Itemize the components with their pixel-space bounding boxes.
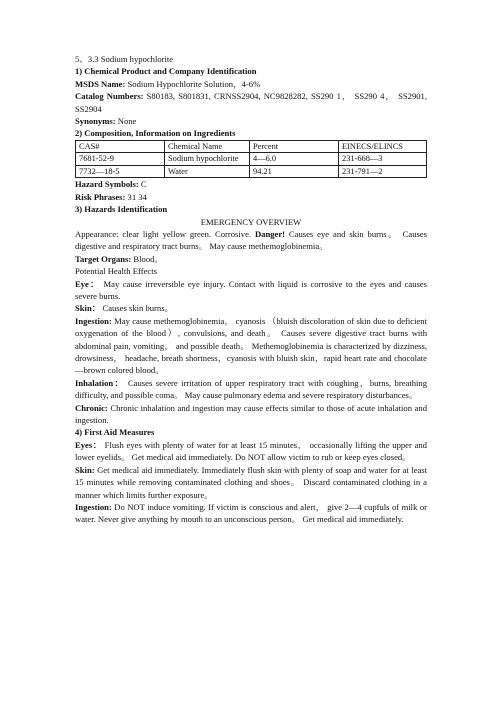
catalog-line: [75, 90, 427, 115]
chronic-value: Chronic inhalation and ingestion may cause effects similar to those of acute inhalation and ingestion.: [75, 402, 427, 426]
hazard-symbols-value: C: [138, 179, 147, 190]
composition-table: [75, 140, 427, 179]
hazard-symbols-line: [75, 178, 427, 190]
danger-label: Danger!: [254, 228, 286, 239]
first-aid-skin-label: Skin:: [75, 464, 95, 475]
potential-health-effects: Potential Health Effects: [75, 266, 157, 277]
table-header-cell: CAS#: [76, 140, 165, 153]
risk-phrases-value: 31 34: [125, 191, 147, 202]
table-header-cell: Percent: [250, 140, 339, 153]
inhalation-label: Inhalation：: [75, 377, 125, 388]
inhalation-paragraph: [75, 377, 427, 402]
ingestion-value: May cause methemoglobinemia， cyanosis （bluish discoloration of skin due to deficient oxygenation of the blood）, convulsions, and death。 Causes severe digestive tract burns with abdominal pain, vomiting， and possible death。 Methemoglobinemia is characterized by dizziness, drowsiness， headache, breath shortness，cyanosis with bluish skin，rapid heart rate and chocolate—brown colored blood。: [75, 315, 427, 376]
skin-paragraph: [75, 302, 427, 314]
chronic-paragraph: [75, 402, 427, 427]
msds-name-line: [75, 78, 427, 90]
synonyms-value: None: [115, 116, 137, 127]
appearance-text: Appearance: clear light yellow green. Corrosive.: [75, 228, 255, 239]
eye-label: Eye：: [75, 278, 101, 289]
skin-value: Causes skin burns。: [100, 303, 174, 314]
table-cell: 231-791—2: [339, 165, 427, 178]
table-cell: 4—6.0: [250, 153, 339, 166]
synonyms-line: [75, 115, 427, 127]
chronic-label: Chronic:: [75, 402, 108, 413]
first-aid-skin-value: Get medical aid immediately. Immediately flush skin with plenty of soap and water for at least 15 minutes while removing contaminated clothing and shoes。 Discard contaminated clothing in a manner which limits further exposure。: [75, 464, 427, 500]
ingestion-label: Ingestion:: [75, 315, 112, 326]
s2-title: 2) Composition, Information on Ingredients: [75, 128, 236, 139]
appearance-text-continued: Causes eye and skin burns。 Causes digestive and respiratory tract burns。 May cause methemoglobinemia。: [75, 228, 427, 252]
first-aid-ingestion-label: Ingestion:: [75, 501, 112, 512]
skin-label: Skin：: [75, 303, 101, 314]
document-body: [75, 53, 427, 526]
table-header-cell: Chemical Name: [165, 140, 250, 153]
table-cell: 231-668—3: [339, 153, 427, 166]
hazard-symbols-label: Hazard Symbols:: [75, 179, 139, 190]
table-cell: 94.21: [250, 165, 339, 178]
eye-value: May cause irreversible eye injury. Contact with liquid is corrosive to the eyes and causes severe burns.: [75, 278, 428, 301]
catalog-label: Catalog Numbers:: [75, 91, 144, 102]
appearance-paragraph: [75, 228, 427, 253]
first-aid-ingestion-value: Do NOT induce vomiting. If victim is conscious and alert， give 2—4 cupfuls of milk or water. Never give anything by mouth to an unconscious person。 Get medical aid immediately.: [75, 501, 427, 525]
table-row: [76, 153, 427, 166]
ingestion-paragraph: [75, 315, 427, 377]
first-aid-skin-paragraph: [75, 464, 427, 501]
target-organs-value: Blood。: [131, 253, 164, 264]
risk-phrases-line: [75, 191, 427, 203]
table-header-row: [76, 140, 427, 153]
first-aid-eyes-value: Flush eyes with plenty of water for at least 15 minutes， occasionally lifting the upper and lower eyelids。 Get medical aid immediately. Do NOT allow victim to rub or keep eyes closed。: [75, 439, 427, 463]
table-header-cell: EINECS/ELINCS: [339, 140, 427, 153]
table-cell: Sodium hypochlorite: [165, 153, 250, 166]
risk-phrases-label: Risk Phrases:: [75, 191, 126, 202]
s1-title: 1) Chemical Product and Company Identification: [75, 66, 257, 77]
table-cell: 7681-52-9: [76, 153, 165, 166]
msds-value: Sodium Hypochlorite Solution，4-6%: [125, 78, 261, 89]
msds-label: MSDS Name:: [75, 78, 126, 89]
first-aid-eyes-label: Eyes：: [75, 439, 102, 450]
first-aid-ingestion-paragraph: [75, 501, 427, 526]
first-aid-eyes-paragraph: [75, 439, 427, 464]
synonyms-label: Synonyms:: [75, 116, 116, 127]
s3-title: 3) Hazards Identification: [75, 204, 168, 215]
catalog-value: S80183, S801831, CRNSS2904, NC9828282, SS290 1， SS290 4， SS2901, SS2904: [75, 91, 427, 114]
s4-title: 4) First Aid Measures: [75, 427, 155, 438]
inhalation-value: Causes severe irritation of upper respiratory tract with coughing，burns, breathing difficulty, and possible coma。 May cause pulmonary edema and severe respiratory disturbances。: [75, 377, 427, 401]
section-heading: 5、3.3 Sodium hypochlorite: [75, 54, 174, 64]
table-cell: Water: [165, 165, 250, 178]
eye-paragraph: [75, 278, 427, 303]
table-cell: 7732—18-5: [76, 165, 165, 178]
table-row: [76, 165, 427, 178]
target-organs-label: Target Organs:: [75, 253, 132, 264]
emergency-overview-heading: EMERGENCY OVERVIEW: [200, 216, 302, 227]
target-organs-line: [75, 253, 427, 265]
